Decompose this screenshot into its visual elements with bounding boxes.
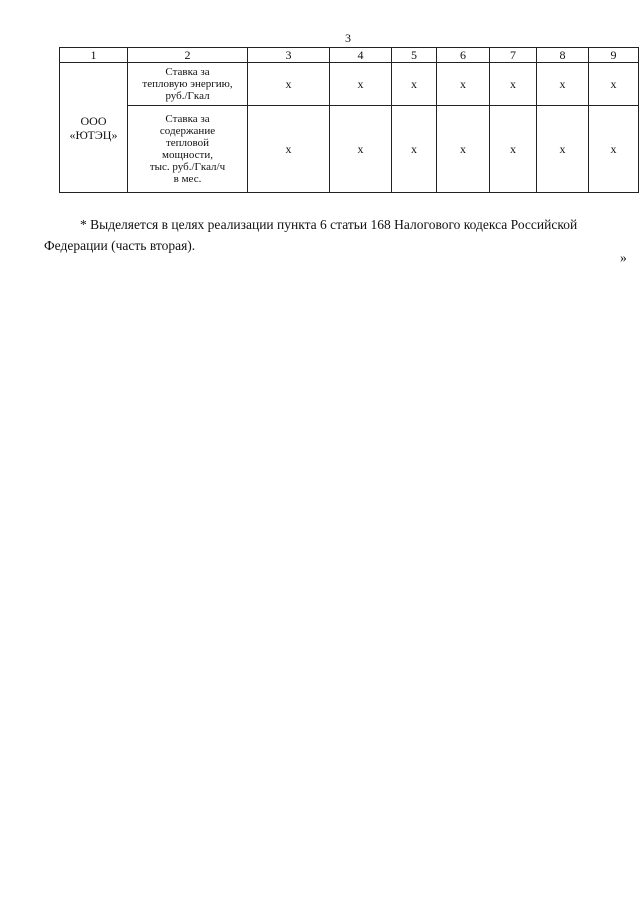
row-label-line: мощности, bbox=[162, 149, 213, 161]
value-cell: х bbox=[490, 106, 537, 193]
header-cell: 2 bbox=[128, 48, 248, 63]
row-label-line: Ставка за bbox=[165, 113, 210, 125]
closing-quote: » bbox=[620, 250, 627, 265]
table-row bbox=[60, 106, 639, 193]
organization-cell bbox=[60, 63, 128, 193]
tariff-table bbox=[59, 47, 639, 193]
value-cell: х bbox=[248, 106, 330, 193]
page-number: 3 bbox=[345, 31, 351, 45]
value-cell: х bbox=[537, 106, 589, 193]
header-cell: 5 bbox=[392, 48, 437, 63]
value-cell: х bbox=[330, 106, 392, 193]
row-label-cell bbox=[128, 63, 248, 106]
table-header-row bbox=[60, 48, 639, 63]
value-cell: х bbox=[589, 106, 639, 193]
header-cell: 1 bbox=[60, 48, 128, 63]
organization-name-line: «ЮТЭЦ» bbox=[69, 127, 118, 142]
row-label-line: в мес. bbox=[173, 173, 202, 185]
value-cell: х bbox=[392, 63, 437, 106]
footnote-line: * Выделяется в целях реализации пункта 6 статьи 168 Налогового кодекса Российской bbox=[80, 217, 578, 232]
value-cell: х bbox=[248, 63, 330, 106]
header-cell: 3 bbox=[248, 48, 330, 63]
value-cell: х bbox=[392, 106, 437, 193]
row-label-line: Ставка за bbox=[165, 66, 210, 78]
footnote-line: Федерации (часть вторая). bbox=[44, 238, 196, 253]
value-cell: х bbox=[589, 63, 639, 106]
row-label-cell bbox=[128, 106, 248, 193]
header-cell: 7 bbox=[490, 48, 537, 63]
header-cell: 6 bbox=[437, 48, 490, 63]
header-cell: 8 bbox=[537, 48, 589, 63]
row-label-line: тепловую энергию, bbox=[142, 78, 233, 90]
header-cell: 4 bbox=[330, 48, 392, 63]
footnote bbox=[44, 214, 640, 256]
table-row bbox=[60, 63, 639, 106]
row-label-line: руб./Гкал bbox=[165, 90, 210, 102]
value-cell: х bbox=[330, 63, 392, 106]
value-cell: х bbox=[437, 106, 490, 193]
value-cell: х bbox=[490, 63, 537, 106]
value-cell: х bbox=[537, 63, 589, 106]
organization-name-line: ООО bbox=[80, 113, 107, 128]
header-cell: 9 bbox=[589, 48, 639, 63]
value-cell: х bbox=[437, 63, 490, 106]
row-label-line: тыс. руб./Гкал/ч bbox=[149, 161, 226, 173]
row-label-line: тепловой bbox=[165, 137, 210, 149]
row-label-line: содержание bbox=[159, 125, 216, 137]
